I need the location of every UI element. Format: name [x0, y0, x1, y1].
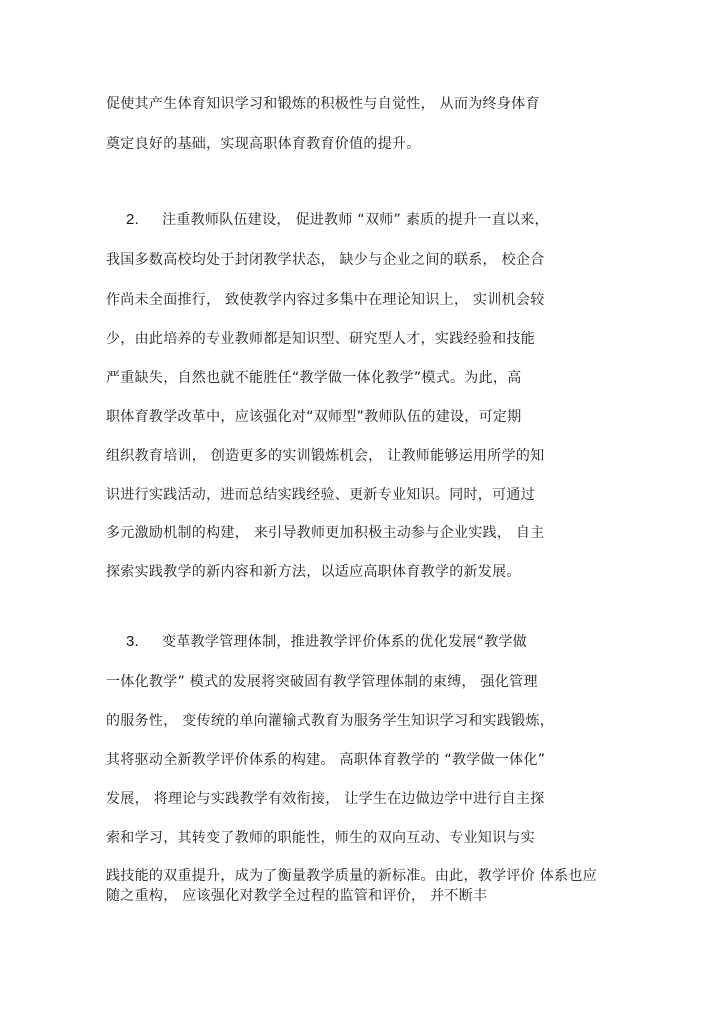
text-line: 多元激励机制的构建， 来引导教师更加积极主动参与企业实践， 自主	[106, 525, 545, 541]
text-line: 探索实践教学的新内容和新方法，以适应高职体育教学的新发展。	[106, 564, 521, 580]
text-line: 践技能的双重提升，成为了衡量教学质量的新标准。由此，教学评价 体系也应	[106, 868, 597, 884]
text-line: 作尚未全面推行， 致使教学内容过多集中在理论知识上， 实训机会较	[106, 292, 545, 308]
text-line: 的服务性， 变传统的单向灌输式教育为服务学生知识学习和实践锻炼，	[106, 713, 555, 729]
text-line: 一体化教学” 模式的发展将突破固有教学管理体制的束缚， 强化管理	[106, 674, 538, 690]
text-line: 识进行实践活动，进而总结实践经验、更新专业知识。同时，可通过	[106, 487, 535, 503]
section-number: 2.	[126, 211, 140, 228]
text-line: 变革教学管理体制，推进教学评价体系的优化发展“教学做	[162, 634, 528, 650]
text-line: 严重缺失，自然也就不能胜任“教学做一体化教学”模式。为此，高	[106, 370, 522, 386]
text-line: 组织教育培训， 创造更多的实训锻炼机会， 让教师能够运用所学的知	[106, 448, 545, 464]
text-line: 索和学习，其转变了教师的职能性，师生的双向互动、专业知识与实	[106, 830, 535, 846]
section-heading-3	[126, 633, 527, 651]
text-line: 其将驱动全新教学评价体系的构建。 高职体育教学的 “教学做一体化”	[106, 752, 546, 768]
text-line: 我国多数高校均处于封闭教学状态， 缺少与企业之间的联系， 校企合	[106, 252, 545, 268]
text-line: 促使其产生体育知识学习和锻炼的积极性与自觉性， 从而为终身体育	[106, 96, 540, 112]
text-line: 注重教师队伍建设， 促进教师 “双师” 素质的提升一直以来，	[162, 212, 549, 228]
text-line: 奠定良好的基础，实现高职体育教育价值的提升。	[106, 136, 421, 152]
text-line: 职体育教学改革中，应该强化对“双师型”教师队伍的建设，可定期	[106, 409, 522, 425]
section-number: 3.	[126, 633, 140, 650]
text-line: 少，由此培养的专业教师都是知识型、研究型人才，实践经验和技能	[106, 331, 535, 347]
section-heading-2	[126, 211, 549, 229]
text-line: 发展， 将理论与实践教学有效衔接， 让学生在边做边学中进行自主探	[106, 791, 545, 807]
text-line: 随之重构， 应该强化对教学全过程的监管和评价， 并不断丰	[106, 888, 488, 904]
